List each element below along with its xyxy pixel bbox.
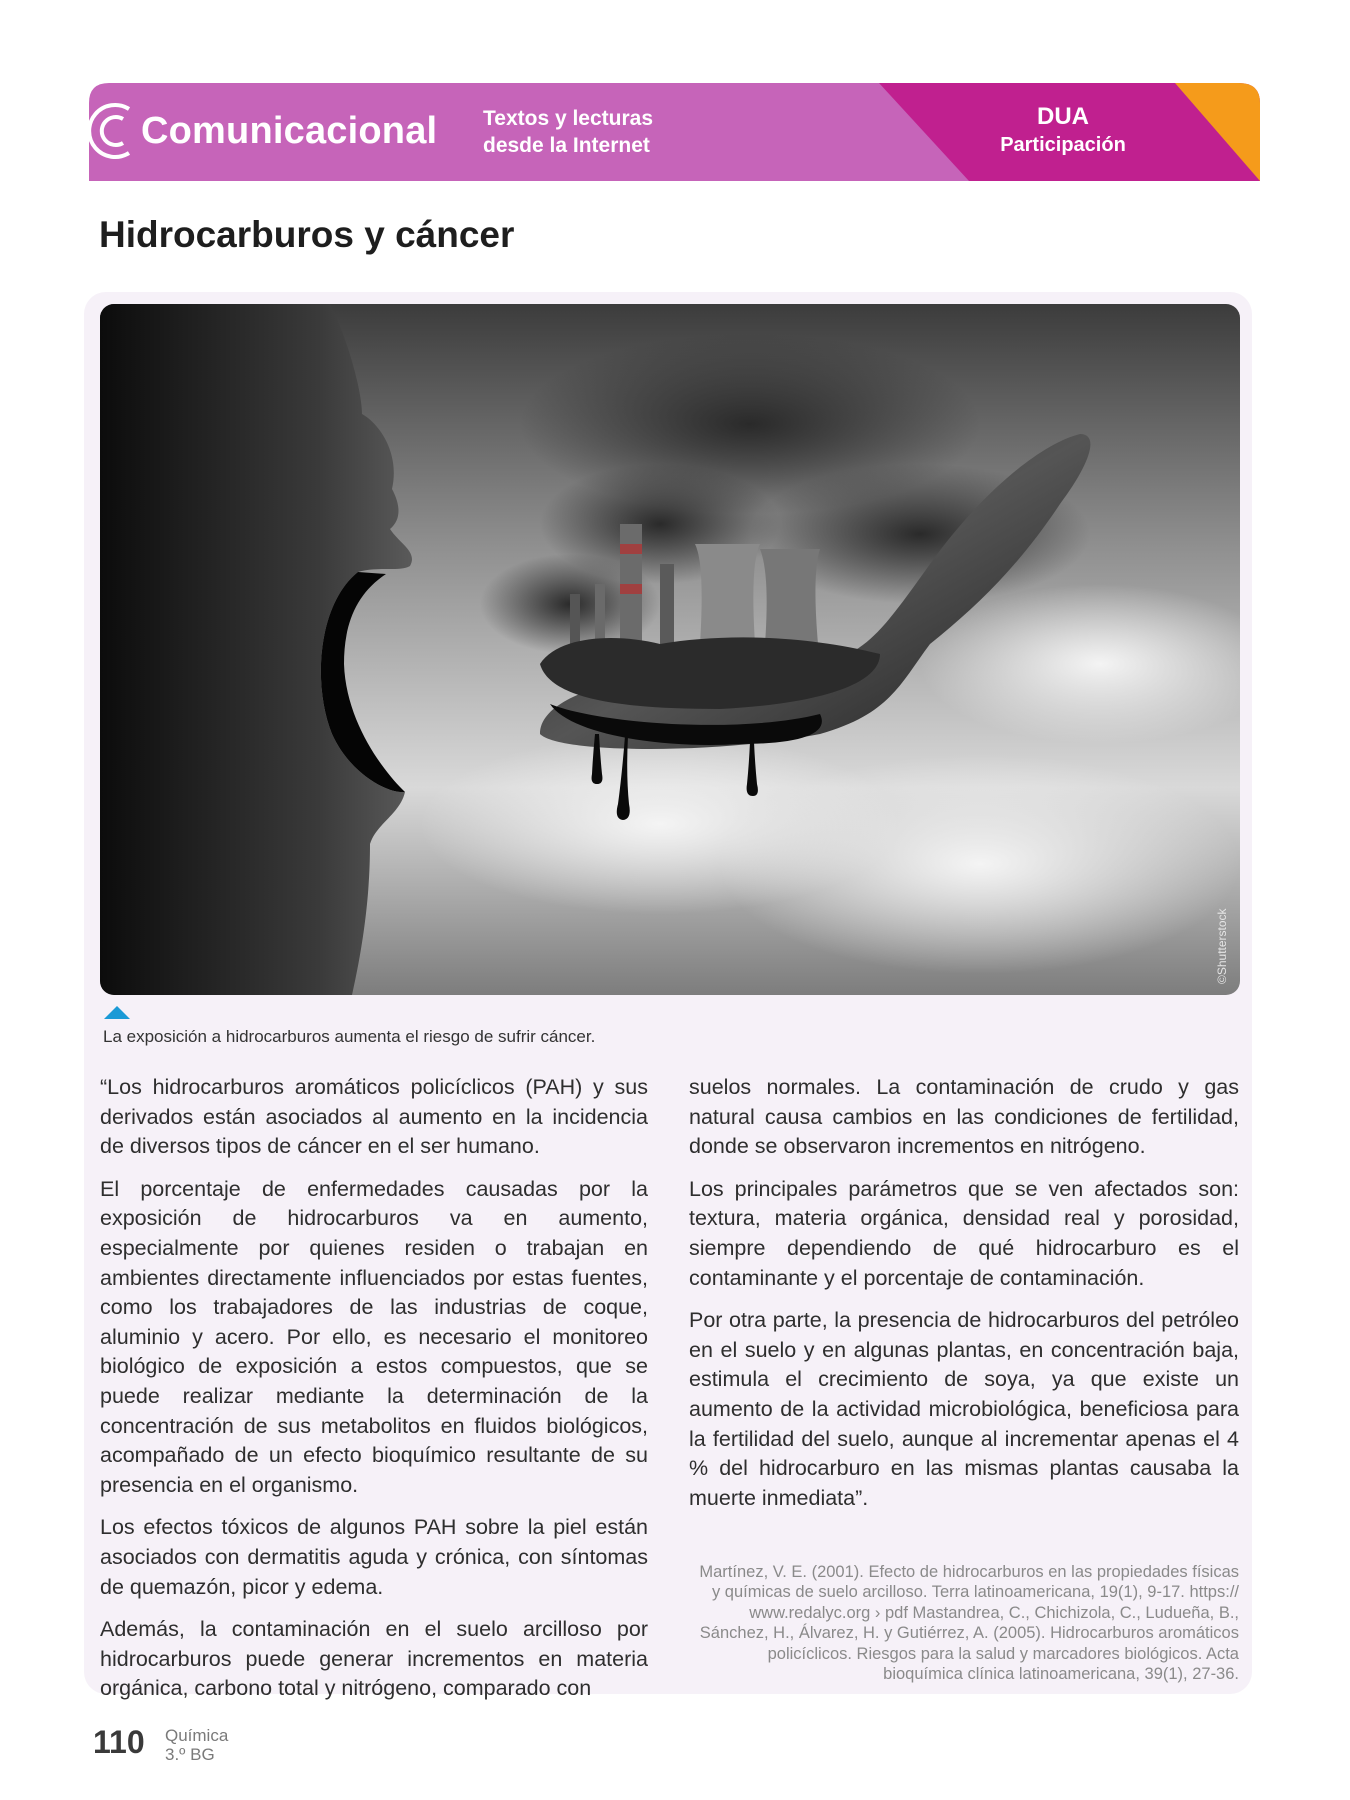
footer-subject [165,1726,228,1764]
caption-marker-icon [104,1006,130,1019]
paragraph: Los efectos tóxicos de algunos PAH sobre la piel están asociados con dermatitis aguda y crónica, con síntomas de quemazón, picor y edema. [100,1515,648,1599]
article-column-left [100,1073,648,1717]
section-brand: Comunicacional [141,110,438,152]
dua-badge [989,103,1137,159]
comunicacional-logo-icon [89,91,149,171]
subject-name: Química [165,1726,229,1745]
section-subtitle [483,105,703,159]
paragraph: El porcentaje de enfermedades causadas por la exposición de hidrocarburos va en aumento, especialmente por quienes residen o trabajan en ambientes directamente influenciados por estas fuentes, como los trabajadores de las industrias de coque, aluminio y acero. Por ello, es necesario el monitoreo biológico de exposición a estos compuestos, que se puede realizar mediante la determinación de la concentración de sus metabolitos en fluidos biológicos, acompañado de un efecto bioquímico resultante de su presencia en el organismo. [100,1176,648,1497]
page-number: 110 [93,1724,145,1760]
svg-text:©Shutterstock: ©Shutterstock [1215,908,1229,984]
figure-caption: La exposición a hidrocarburos aumenta el riesgo de sufrir cáncer. [103,1027,596,1046]
section-header [89,83,1260,181]
subtitle-line-2: desde la Internet [483,134,650,157]
subtitle-line-1: Textos y lecturas [483,107,654,130]
paragraph: Además, la contaminación en el suelo arcilloso por hidrocarburos puede generar incrementos en materia orgánica, carbono total y nitrógeno, comparado con [100,1617,648,1701]
article-column-right [689,1073,1239,1526]
dua-label: DUA [1037,103,1089,130]
grade-level: 3.º BG [165,1745,215,1764]
bibliographic-reference: Martínez, V. E. (2001). Efecto de hidrocarburos en las propiedades físicas y químicas de suelo arcilloso. Terra latinoamericana, 19(1), 9-17. https:// www.redalyc.org › pdf Mastandrea, C., Chichizola, C., Ludueña, B., Sánchez, H., Álvarez, H. y Gutiérrez, A. (2005). Hidrocarburos aromáticos policíclicos. Riesgos para la salud y marcadores biológicos. Acta bioquímica clínica latinoamericana, 39(1), 27-36. [699,1563,1239,1684]
paragraph: Los principales parámetros que se ven afectados son: textura, materia orgánica, densidad real y porosidad, siempre dependiendo de qué hidrocarburo es el contaminante y el porcentaje de contaminación. [689,1176,1239,1290]
figure-image [100,304,1240,995]
paragraph: “Los hidrocarburos aromáticos policíclicos (PAH) y sus derivados están asociados al aumento en la incidencia de diversos tipos de cáncer en el ser humano. [100,1075,648,1159]
paragraph: Por otra parte, la presencia de hidrocarburos del petróleo en el suelo y en algunas plantas, en concentración baja, estimula el crecimiento de soya, ya que existe un aumento de la actividad microbiológica, beneficiosa para la fertilidad del suelo, aunque al incrementar apenas el 4 % del hidrocarburo en las mismas plantas causaba la muerte inmediata”. [689,1308,1239,1510]
paragraph: suelos normales. La contaminación de crudo y gas natural causa cambios en las condiciones de fertilidad, donde se observaron incrementos en nitrógeno. [689,1075,1239,1159]
dua-sublabel: Participación [1000,134,1126,156]
page-title: Hidrocarburos y cáncer [99,214,515,255]
photo-credit [1215,907,1229,984]
